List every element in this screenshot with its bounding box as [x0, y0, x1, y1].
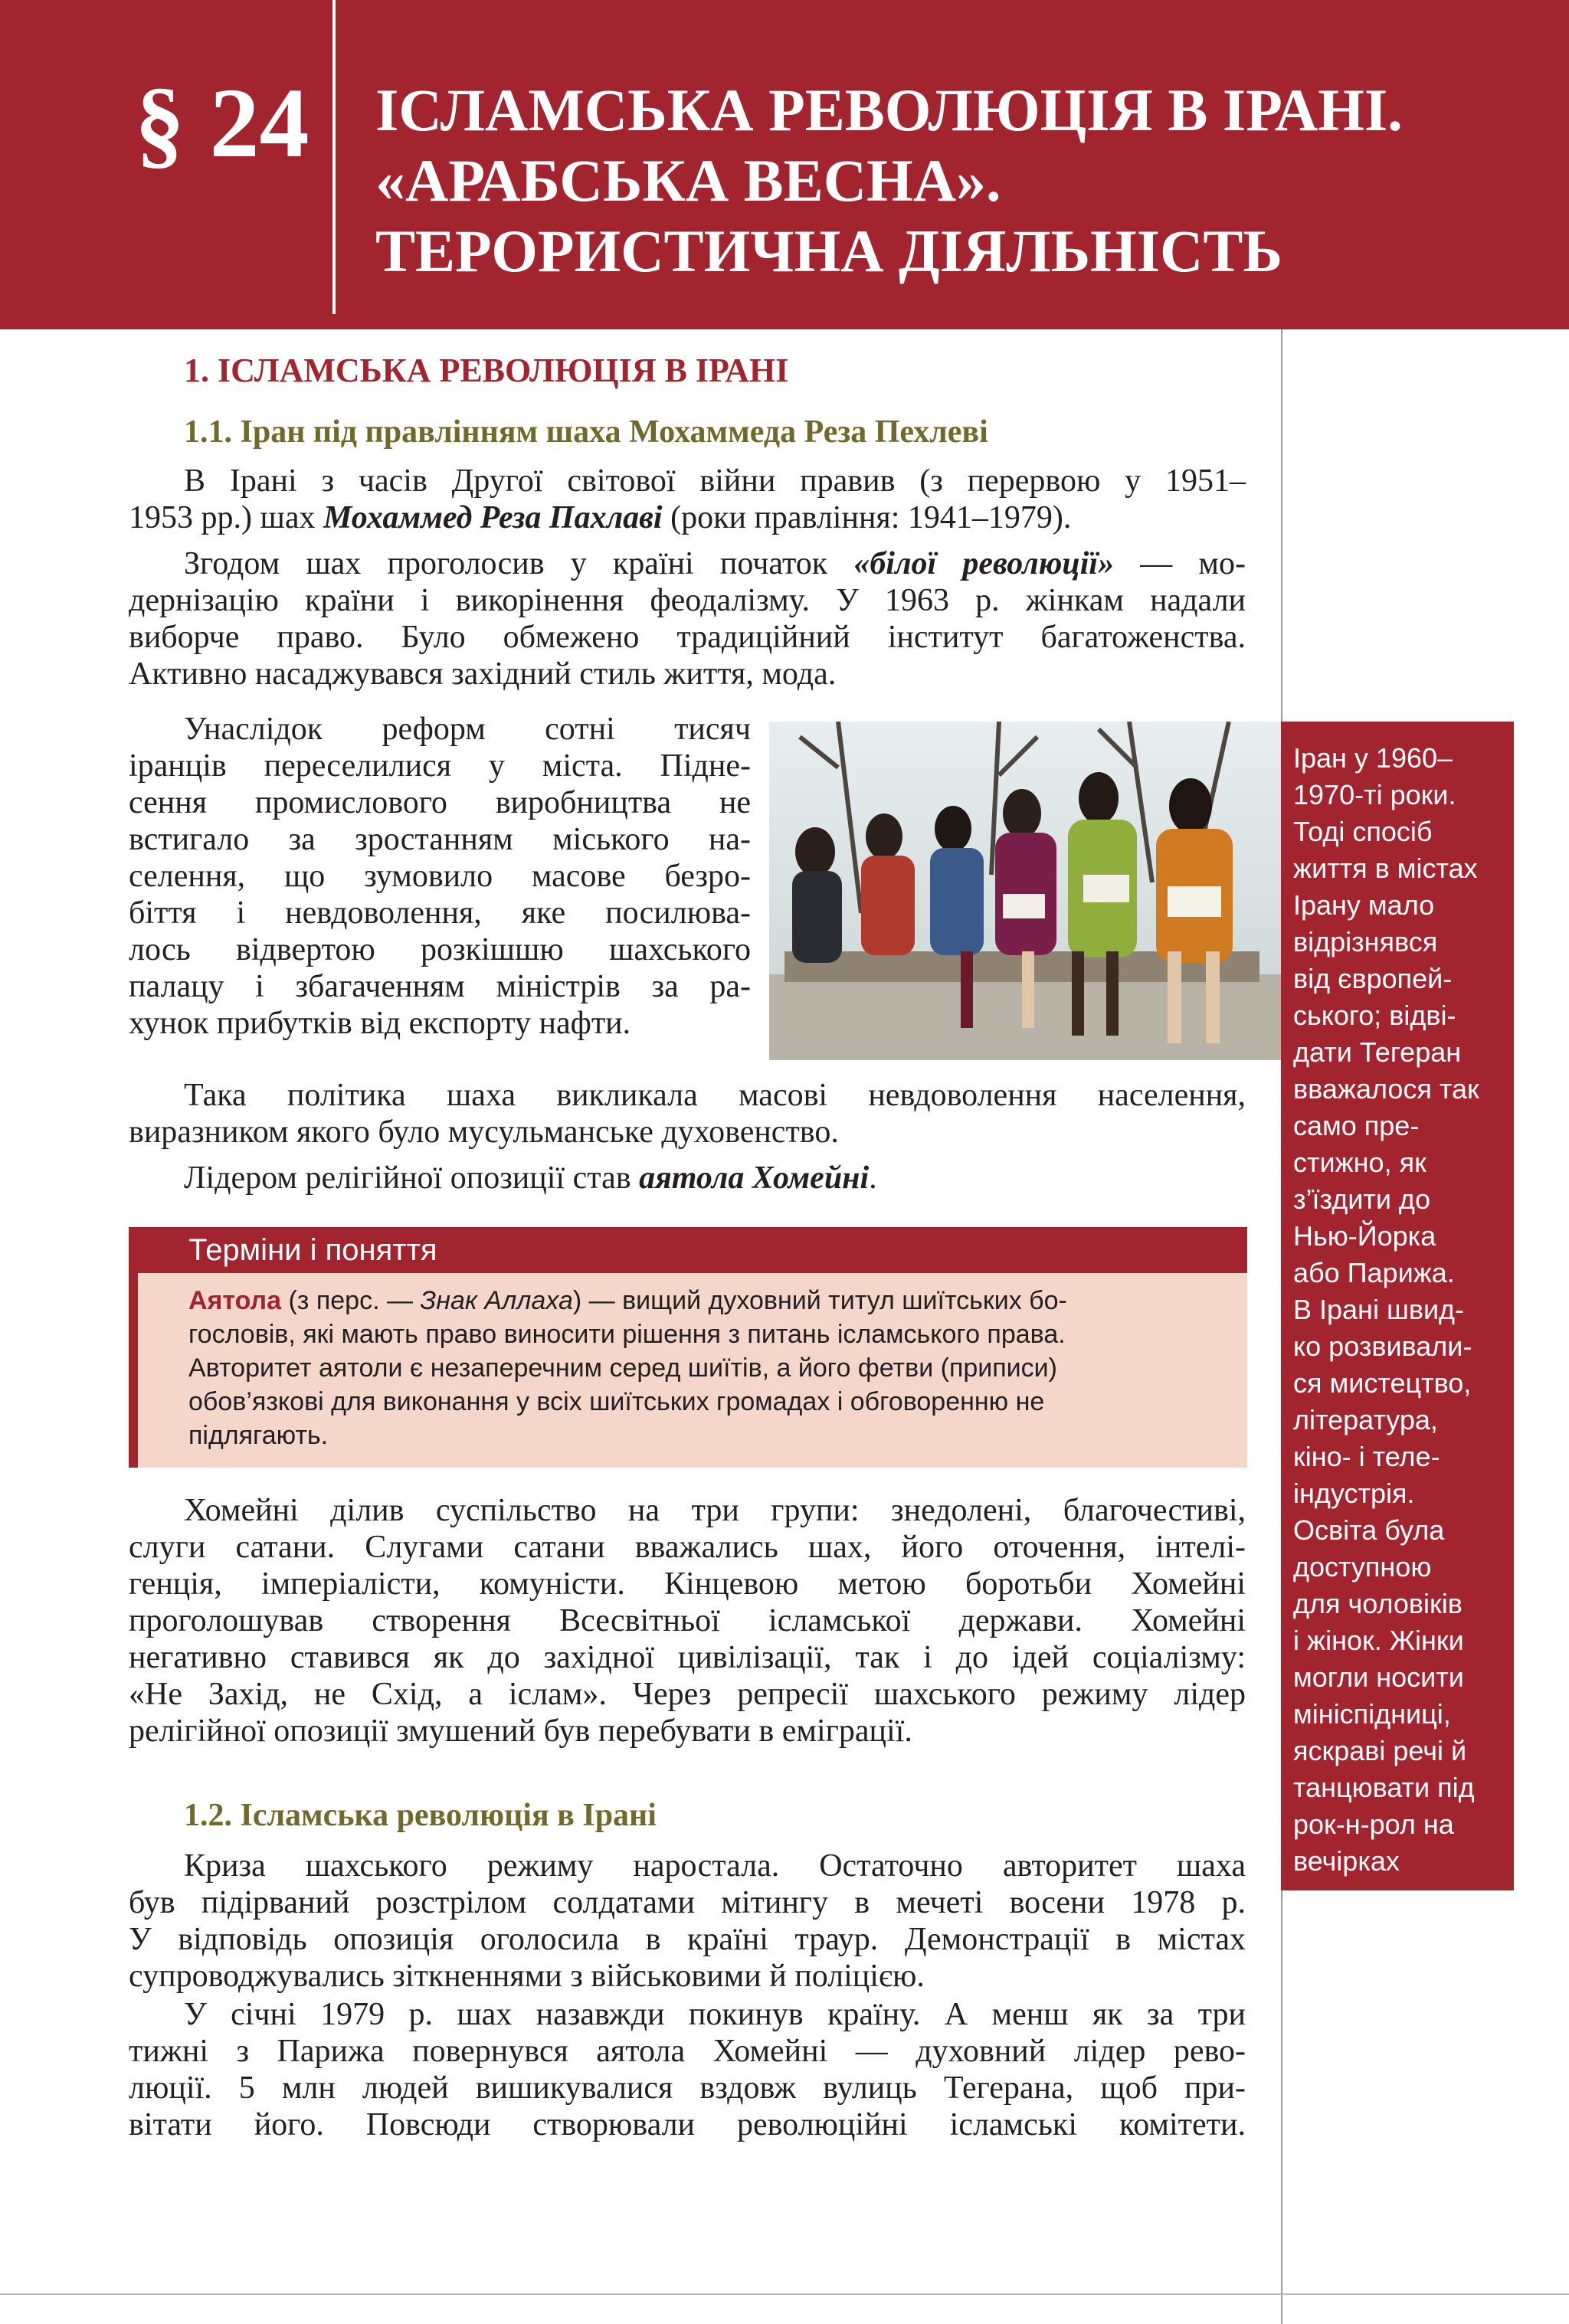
paragraph [129, 463, 1246, 536]
bottom-divider [0, 2293, 1569, 2295]
caption-line: дати Тегеран [1293, 1036, 1462, 1068]
chapter-title [375, 75, 1540, 286]
caption-line: вважалося так [1293, 1073, 1479, 1105]
text-span: Лідером релігійної опозиції став [184, 1160, 640, 1196]
caption-line: і жінок. Жінки [1293, 1625, 1464, 1656]
header-divider [332, 0, 336, 314]
photo-iranian-students [769, 722, 1281, 1060]
terms-box-title: Терміни і поняття [129, 1227, 1247, 1273]
text-line: встигало за зростанням міського на- [129, 822, 751, 857]
chapter-title-line: ТЕРОРИСТИЧНА ДІЯЛЬНІСТЬ [375, 218, 1282, 284]
text-line [129, 545, 1246, 582]
text-line: релігійної опозиції змушений був перебувати в еміграції. [129, 1714, 912, 1749]
text-line: Хомейні ділив суспільство на три групи: знедолені, благочестиві, [184, 1493, 1246, 1528]
text-line: дернізацію країни і викорінення феодалізму. У 1963 р. жінкам надали [129, 583, 1246, 618]
paragraph [129, 545, 1246, 692]
caption-line: від європей- [1293, 963, 1453, 994]
caption-line: ся мистецтво, [1293, 1367, 1472, 1399]
caption-line: відрізнявся [1293, 926, 1438, 957]
paragraph [129, 1996, 1246, 2143]
text-line [129, 499, 1246, 536]
text-line: Унаслідок реформ сотні тисяч [184, 712, 751, 747]
caption-line: ського; відві- [1293, 1000, 1456, 1031]
terms-line: Авторитет аятоли є незаперечним серед шиїтів, а його фетви (приписи) [188, 1353, 1057, 1383]
text-line: сення промислового виробництва не [129, 785, 751, 820]
text-line: У січні 1979 р. шах назавжди покинув країну. А менш як за три [184, 1997, 1246, 2032]
text-line: виборче право. Було обмежено традиційний інститут багатоженства. [129, 620, 1246, 655]
caption-line: могли носити [1293, 1661, 1464, 1693]
caption-line: література, [1293, 1404, 1438, 1435]
caption-line: Освіта була [1293, 1514, 1445, 1546]
caption-line: 1970-ті роки. [1293, 779, 1456, 810]
caption-line: індустрія. [1293, 1478, 1415, 1509]
caption-line: кіно- і теле- [1293, 1441, 1440, 1472]
caption-line: доступною [1293, 1551, 1432, 1583]
text-line: У відповідь опозиція оголосила в країні траур. Демонстрації в містах [129, 1922, 1246, 1957]
caption-line: танцювати під [1293, 1772, 1475, 1803]
subsection-heading: 1.2. Ісламська революція в Ірані [184, 1798, 657, 1833]
text-line: був підірваний розстрілом солдатами мітингу в мечеті восени 1978 р. [129, 1885, 1246, 1920]
caption-line: рок-н-рол на [1293, 1808, 1454, 1840]
text-line: Така політика шаха викликала масові невдоволення населення, [184, 1078, 1246, 1113]
subsection-heading: 1.1. Іран під правлінням шаха Мохаммеда Реза Пехлеві [184, 414, 988, 450]
text-line: генція, імперіалісти, комуністи. Кінцевою метою боротьби Хомейні [129, 1566, 1246, 1602]
caption-line: з’їздити до [1293, 1183, 1430, 1215]
caption-line: Тоді спосіб [1293, 816, 1433, 847]
person-name: аятола Хомейні [639, 1160, 870, 1196]
terms-line: обов’язкові для виконання у всіх шиїтських громадах і обговоренню не [188, 1387, 1045, 1416]
photo-illustration [769, 722, 1281, 1060]
paragraph [129, 1077, 1246, 1151]
paragraph [129, 711, 751, 1042]
term-translation: Знак Аллаха [420, 1286, 573, 1315]
text-span: (роки правління: 1941–1979). [662, 500, 1072, 535]
chapter-title-line: ІСЛАМСЬКА РЕВОЛЮЦІЯ В ІРАНІ. [375, 77, 1403, 143]
text-span: . [869, 1160, 877, 1196]
caption-line: В Ірані швид- [1293, 1294, 1465, 1325]
caption-line: Іран у 1960– [1293, 742, 1453, 774]
text-span: 1953 рр.) шах [129, 500, 323, 535]
text-line: проголошував створення Всесвітньої ісламської держави. Хомейні [129, 1603, 1246, 1638]
chapter-header [0, 0, 1569, 329]
person-name: Мохаммед Реза Пахлаві [323, 500, 663, 535]
text-line: «Не Захід, не Схід, а іслам». Через репресії шахського режиму лідер [129, 1677, 1246, 1712]
caption-line: мініспідниці, [1293, 1698, 1451, 1730]
text-line: В Ірані з часів Другої світової війни правив (з перервою у 1951– [184, 463, 1246, 499]
caption-line: стижно, як [1293, 1147, 1427, 1178]
terms-box [129, 1273, 1247, 1468]
text-span: ) — вищий духовний титул шиїтських бо- [572, 1286, 1067, 1315]
paragraph [129, 1160, 1246, 1196]
section-heading: 1. ІСЛАМСЬКА РЕВОЛЮЦІЯ В ІРАНІ [184, 352, 789, 389]
text-line [129, 1160, 1246, 1196]
term-emphasis: «білої революції» [853, 546, 1115, 581]
text-line: вітати його. Повсюди створювали революційні ісламські комітети. [129, 2107, 1246, 2142]
term-name: Аятола [188, 1286, 282, 1315]
text-line: виразником якого було мусульманське духовенство. [129, 1115, 839, 1150]
terms-accent-bar [129, 1273, 138, 1468]
text-line: лось відвертою розкішшю шахського [129, 932, 751, 967]
text-line: іранців переселилися у міста. Підне- [129, 748, 751, 784]
caption-line: для чоловіків [1293, 1588, 1463, 1619]
text-line: люції. 5 млн людей вишикувалися вздовж вулиць Тегерана, щоб при- [129, 2070, 1246, 2106]
caption-line: ко розвивали- [1293, 1331, 1472, 1362]
caption-line: Ірану мало [1293, 889, 1435, 921]
caption-line: яскраві речі й [1293, 1735, 1467, 1766]
caption-line: життя в містах [1293, 853, 1478, 884]
text-line: Криза шахського режиму наростала. Остаточно авторитет шаха [184, 1848, 1246, 1884]
text-line: слуги сатани. Слугами сатани вважались шах, його оточення, інтелі- [129, 1530, 1246, 1565]
terms-line: гословів, які мають право виносити рішення з питань ісламського права. [188, 1320, 1066, 1349]
chapter-title-line: «АРАБСЬКА ВЕСНА». [375, 147, 1001, 214]
text-line: супроводжувались зіткненнями з військовими й поліцією. [129, 1959, 925, 1994]
caption-line: Нью-Йорка [1293, 1220, 1436, 1252]
paragraph-number: § 24 [135, 68, 310, 178]
caption-line: або Парижа. [1293, 1257, 1455, 1288]
paragraph [129, 1492, 1246, 1750]
text-line: негативно ставився як до західної цивілізації, так і до ідей соціалізму: [129, 1640, 1246, 1675]
text-line: селення, що зумовило масове безро- [129, 859, 751, 894]
caption-line: само пре- [1293, 1110, 1420, 1141]
text-line: хунок прибутків від експорту нафти. [129, 1006, 631, 1041]
terms-line [188, 1284, 1232, 1317]
caption-line: вечірках [1293, 1845, 1400, 1877]
text-line: тижні з Парижа повернувся аятола Хомейні — духовний лідер рево- [129, 2034, 1246, 2069]
text-line: біття і невдоволення, яке посилюва- [129, 895, 751, 931]
text-span: — мо- [1114, 546, 1246, 581]
paragraph [129, 1848, 1246, 1995]
text-span: Згодом шах проголосив у країні початок [184, 546, 854, 581]
text-line: Активно насаджувався західний стиль життя, мода. [129, 656, 837, 692]
terms-line: підлягають. [188, 1421, 329, 1450]
text-span: (з перс. — [281, 1286, 421, 1315]
photo-caption-sidebar [1281, 722, 1514, 1890]
text-line: палацу і збагаченням міністрів за ра- [129, 969, 751, 1004]
